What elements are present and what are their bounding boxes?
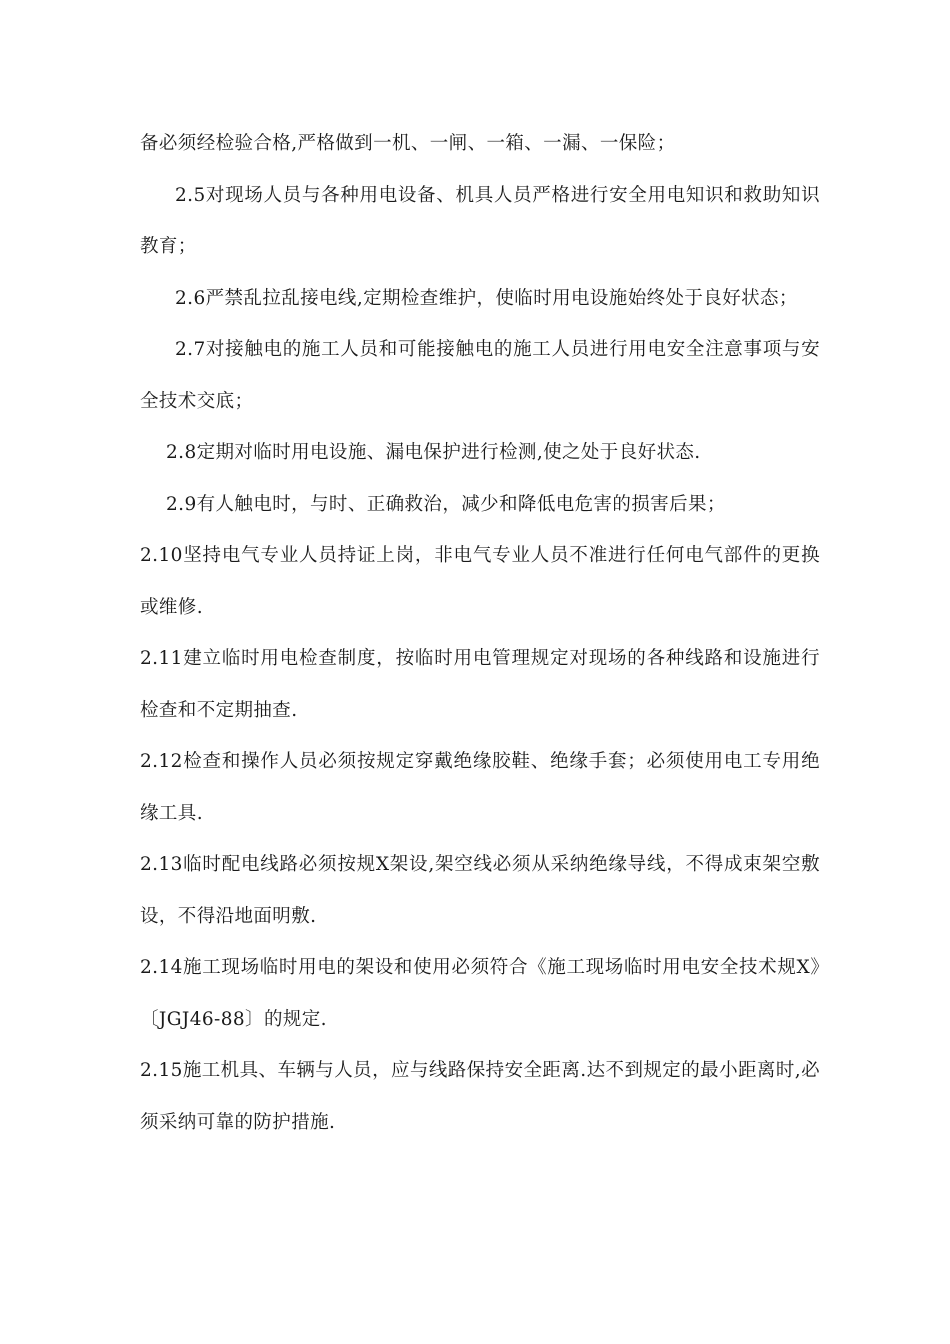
paragraph-2-15: 2.15施工机具、车辆与人员，应与线路保持安全距离.达不到规定的最小距离时,必须采纳可靠的防护措施. — [140, 1060, 820, 1133]
paragraph-2-9: 2.9有人触电时，与时、正确救治，减少和降低电危害的损害后果； — [166, 493, 726, 515]
paragraph-2-6: 2.6严禁乱拉乱接电线,定期检查维护，使临时用电设施始终处于良好状态； — [175, 287, 798, 309]
paragraph-2-7: 2.7对接触电的施工人员和可能接触电的施工人员进行用电安全注意事项与安全技术交底； — [140, 339, 820, 412]
paragraph-2-14: 2.14施工现场临时用电的架设和使用必须符合《施工现场临时用电安全技术规X》〔JGJ46-88〕的规定. — [140, 957, 820, 1030]
paragraph-2-12: 2.12检查和操作人员必须按规定穿戴绝缘胶鞋、绝缘手套；必须使用电工专用绝缘工具. — [140, 751, 820, 824]
paragraph-continuation: 备必须经检验合格,严格做到一机、一闸、一箱、一漏、一保险； — [140, 133, 676, 154]
document-body — [140, 118, 820, 1148]
paragraph-2-8: 2.8定期对临时用电设施、漏电保护进行检测,使之处于良好状态. — [166, 442, 701, 463]
paragraph-2-10: 2.10坚持电气专业人员持证上岗，非电气专业人员不准进行任何电气部件的更换或维修. — [140, 545, 820, 618]
paragraph-2-11: 2.11建立临时用电检查制度，按临时用电管理规定对现场的各种线路和设施进行检查和不定期抽查. — [140, 648, 820, 721]
paragraph-2-13: 2.13临时配电线路必须按规X架设,架空线必须从采纳绝缘导线，不得成束架空敷设，不得沿地面明敷. — [140, 854, 820, 927]
paragraph-2-5: 2.5对现场人员与各种用电设备、机具人员严格进行安全用电知识和救助知识教育； — [140, 184, 820, 257]
